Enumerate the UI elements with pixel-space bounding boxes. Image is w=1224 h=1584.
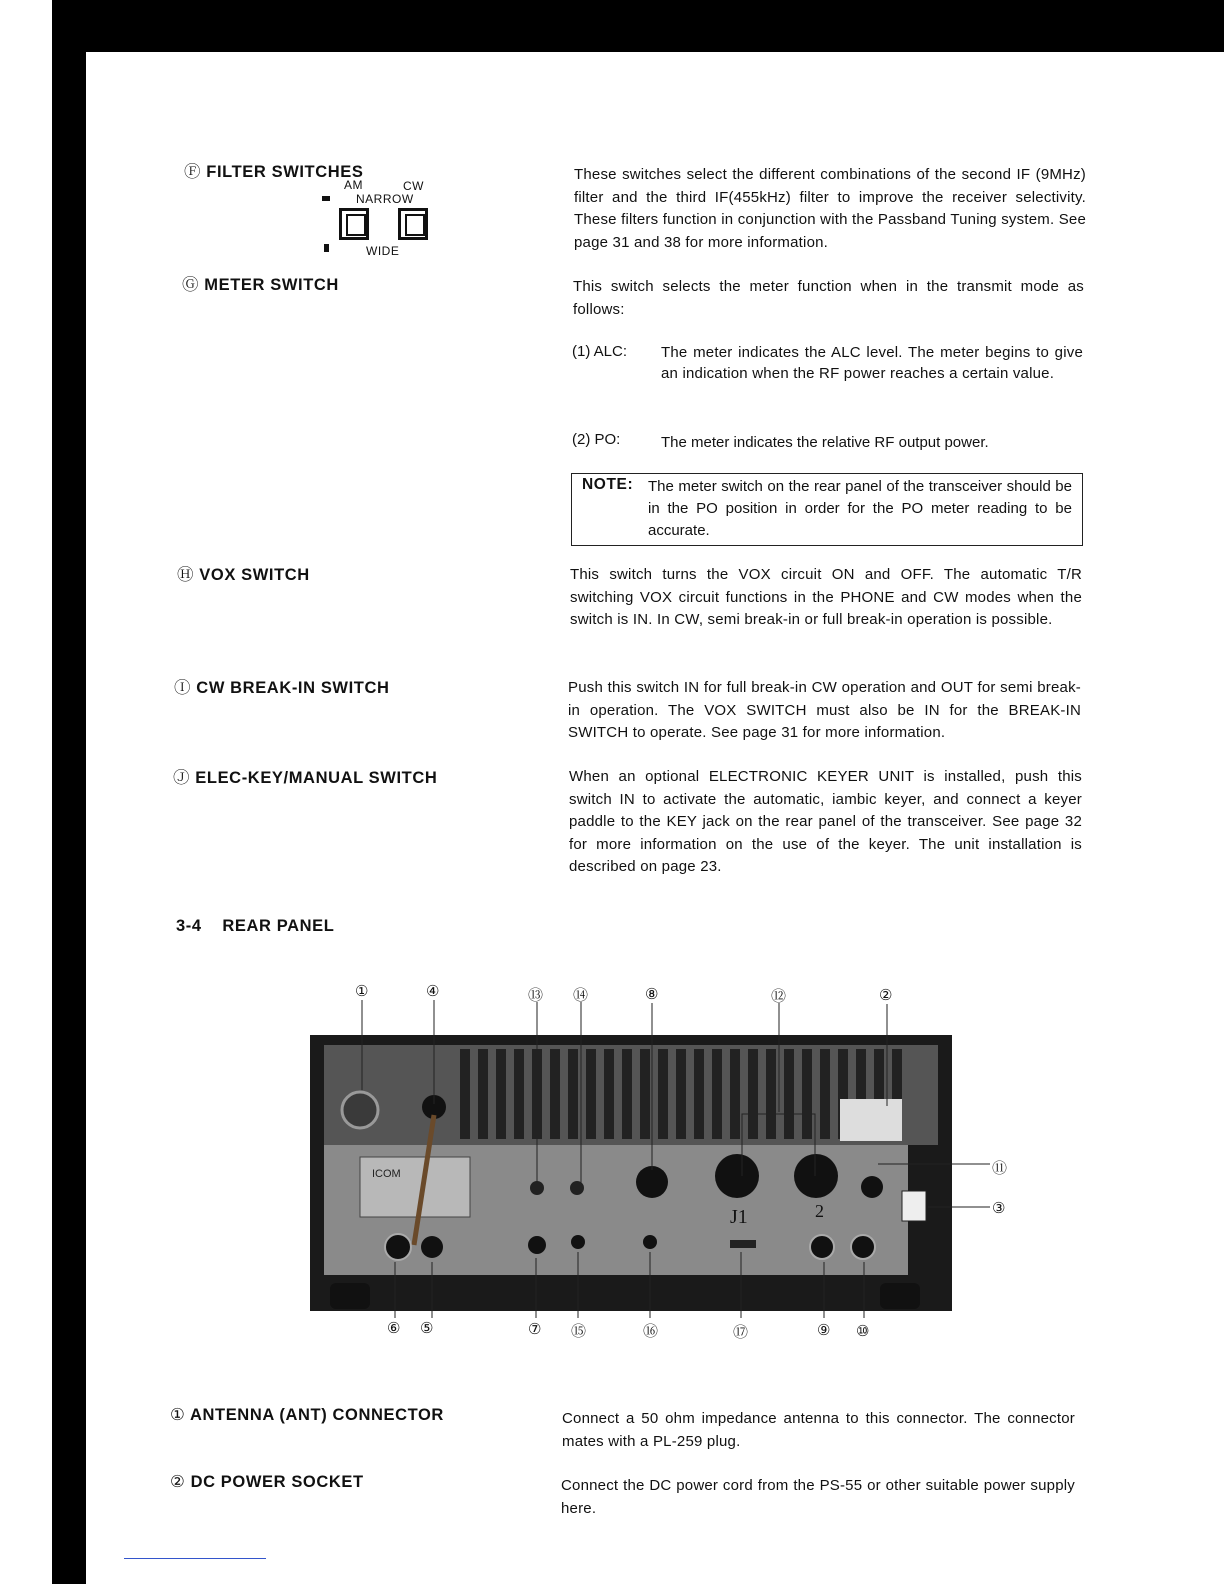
alc-text: The meter indicates the ALC level. The meter begins to give an indication when the RF power reaches a certain value. bbox=[661, 344, 1083, 382]
rear-panel-heading: 3-4 REAR PANEL bbox=[176, 917, 335, 935]
callout-1: ① bbox=[355, 983, 369, 1000]
cw-break-in-heading: Ⓘ CW BREAK-IN SWITCH bbox=[174, 679, 390, 697]
filter-switches-text: These switches select the different combinations of the second IF (9MHz) filter and the third IF(455kHz) filter to improve the receiver selectivity. These filters function in conjunction with the Passband Tuning system. See page 31 and 38 for more information. bbox=[574, 166, 1086, 251]
callout-4: ④ bbox=[426, 983, 440, 1000]
callout-13: ⑬ bbox=[528, 987, 544, 1004]
vox-switch-heading: Ⓗ VOX SWITCH bbox=[177, 566, 310, 584]
callout-16: ⑯ bbox=[643, 1323, 659, 1340]
am-label: AM bbox=[344, 178, 363, 192]
callout-9: ⑨ bbox=[817, 1322, 831, 1339]
callout-2: ② bbox=[879, 987, 893, 1004]
cw-label: CW bbox=[403, 179, 424, 193]
note-label: NOTE: bbox=[582, 476, 634, 493]
callout-10: ⑩ bbox=[856, 1323, 870, 1340]
rear-panel-illustration bbox=[310, 1035, 952, 1311]
callout-8: ⑧ bbox=[645, 986, 659, 1003]
cw-narrow-switch[interactable] bbox=[398, 208, 428, 240]
dc-power-heading: ② DC POWER SOCKET bbox=[170, 1473, 364, 1491]
cw-break-in-text: Push this switch IN for full break-in CW operation and OUT for semi break-in operation. The VOX SWITCH must also be IN for the BREAK-IN SWITCH to operate. See page 31 for more information. bbox=[568, 679, 1081, 741]
note-text: The meter switch on the rear panel of the transceiver should be in the PO position in order for the PO meter reading to be accurate. bbox=[648, 478, 1072, 539]
narrow-label: NARROW bbox=[356, 192, 414, 206]
callout-3: ③ bbox=[992, 1200, 1006, 1217]
callout-5: ⑤ bbox=[420, 1320, 434, 1337]
antenna-text: Connect a 50 ohm impedance antenna to this connector. The connector mates with a PL-259 plug. bbox=[562, 1410, 1075, 1450]
footer-rule bbox=[124, 1558, 266, 1559]
handwritten-j1: J1 bbox=[730, 1206, 748, 1228]
po-label: (2) PO: bbox=[572, 431, 621, 448]
elec-key-heading: Ⓙ ELEC-KEY/MANUAL SWITCH bbox=[173, 769, 438, 787]
callout-15: ⑮ bbox=[571, 1323, 587, 1340]
wide-position-marker bbox=[324, 244, 329, 252]
po-text: The meter indicates the relative RF output power. bbox=[661, 434, 989, 451]
alc-label: (1) ALC: bbox=[572, 343, 628, 360]
callout-12: ⑫ bbox=[771, 988, 787, 1005]
elec-key-text: When an optional ELECTRONIC KEYER UNIT is installed, push this switch IN to activate the automatic, iambic keyer, and connect a keyer paddle to the KEY jack on the rear panel of the transceiver. See page 32 for more information on the use of the keyer. The unit installation is described on page 23. bbox=[569, 768, 1082, 875]
wide-label: WIDE bbox=[366, 244, 400, 258]
callout-7: ⑦ bbox=[528, 1321, 542, 1338]
meter-switch-text: This switch selects the meter function when in the transmit mode as follows: bbox=[573, 278, 1084, 318]
note-box bbox=[571, 473, 1083, 546]
callout-14: ⑭ bbox=[573, 987, 589, 1004]
narrow-position-marker bbox=[322, 196, 330, 201]
dc-power-text: Connect the DC power cord from the PS-55 or other suitable power supply here. bbox=[561, 1477, 1075, 1517]
am-narrow-switch[interactable] bbox=[339, 208, 369, 240]
filter-switches-heading: Ⓕ FILTER SWITCHES bbox=[184, 163, 364, 181]
vox-switch-text: This switch turns the VOX circuit ON and OFF. The automatic T/R switching VOX circuit functions in the PHONE and CW modes when the switch is IN. In CW, semi break-in or full break-in operation is possible. bbox=[570, 566, 1082, 628]
callout-11: ⑪ bbox=[992, 1160, 1008, 1177]
meter-switch-heading: Ⓖ METER SWITCH bbox=[182, 276, 339, 294]
handwritten-2: 2 bbox=[815, 1201, 824, 1221]
panel-brand: ICOM bbox=[372, 1168, 401, 1180]
callout-17: ⑰ bbox=[733, 1324, 749, 1341]
antenna-heading: ① ANTENNA (ANT) CONNECTOR bbox=[170, 1406, 444, 1424]
callout-6: ⑥ bbox=[387, 1320, 401, 1337]
